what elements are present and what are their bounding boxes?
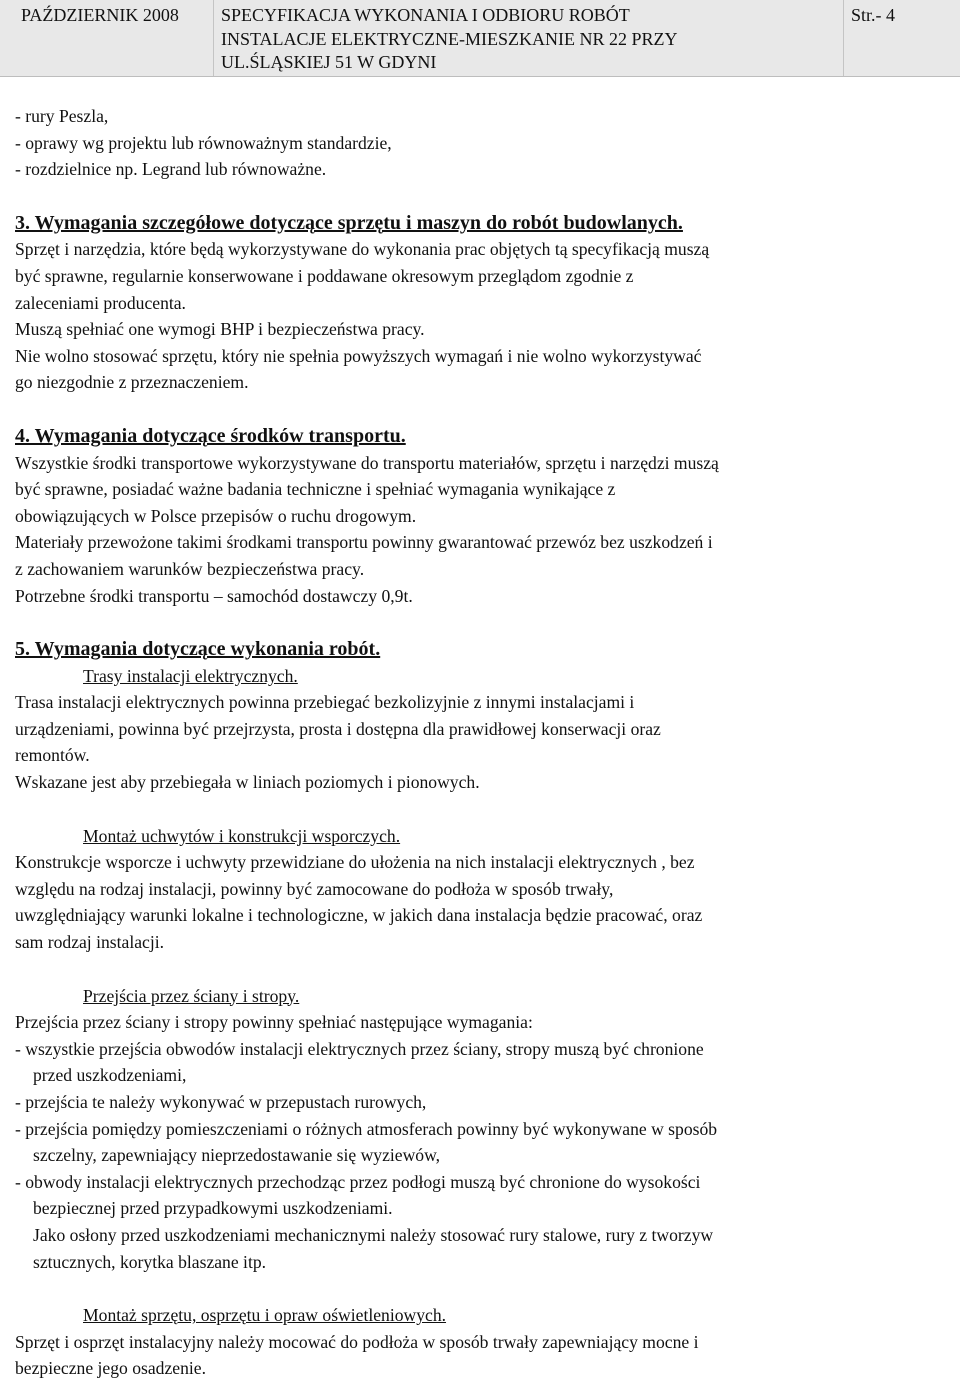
paragraph-line: Materiały przewożone takimi środkami transportu powinny gwarantować przewóz bez uszkodzeń i — [15, 532, 713, 553]
subsection-heading: Montaż uchwytów i konstrukcji wsporczych. — [83, 825, 401, 846]
header-title-line: SPECYFIKACJA WYKONANIA I ODBIORU ROBÓT — [221, 5, 630, 25]
header-date: PAŹDZIERNIK 2008 — [21, 5, 179, 25]
page-header — [0, 0, 960, 77]
list-item: - rozdzielnice np. Legrand lub równoważne. — [15, 159, 327, 180]
paragraph-line: Sprzęt i osprzęt instalacyjny należy mocować do podłoża w sposób trwały zapewniający mocne i — [15, 1331, 699, 1352]
paragraph-line: Przejścia przez ściany i stropy powinny spełniać następujące wymagania: — [15, 1012, 533, 1033]
list-item-continuation: przed uszkodzeniami, — [33, 1065, 187, 1086]
paragraph-line: Konstrukcje wsporcze i uchwyty przewidziane do ułożenia na nich instalacji elektrycznych , bez — [15, 852, 695, 873]
page-number: Str.- 4 — [851, 5, 896, 25]
section-5-heading: 5. Wymagania dotyczące wykonania robót. — [15, 638, 381, 661]
paragraph-line: urządzeniami, powinna być przejrzysta, prosta i dostępna dla prawidłowej konserwacji oraz — [15, 718, 661, 739]
header-title-line: UL.ŚLĄSKIEJ 51 W GDYNI — [221, 52, 437, 72]
paragraph-line: zaleceniami producenta. — [15, 292, 186, 313]
list-item: - obwody instalacji elektrycznych przechodząc przez podłogi muszą być chronione do wysokości — [15, 1171, 701, 1192]
list-item: - oprawy wg projektu lub równoważnym standardzie, — [15, 132, 392, 153]
paragraph-line: go niezgodnie z przeznaczeniem. — [15, 372, 249, 393]
paragraph-line: Wszystkie środki transportowe wykorzystywane do transportu materiałów, sprzętu i narzędzi muszą — [15, 452, 719, 473]
section-4-heading: 4. Wymagania dotyczące środków transportu. — [15, 424, 406, 447]
header-divider — [843, 0, 844, 76]
paragraph-line: Muszą spełniać one wymogi BHP i bezpieczeństwa pracy. — [15, 319, 425, 340]
paragraph-line: remontów. — [15, 745, 90, 766]
document-body — [15, 103, 945, 1382]
subsection-heading: Montaż sprzętu, osprzętu i opraw oświetleniowych. — [83, 1305, 447, 1326]
paragraph-line: Wskazane jest aby przebiegała w liniach poziomych i pionowych. — [15, 772, 480, 793]
paragraph-line: Sprzęt i narzędzia, które będą wykorzystywane do wykonania prac objętych tą specyfikacją muszą — [15, 239, 710, 260]
paragraph-line: Nie wolno stosować sprzętu, który nie spełnia powyższych wymagań i nie wolno wykorzystywać — [15, 345, 702, 366]
paragraph-line: sam rodzaj instalacji. — [15, 932, 165, 953]
header-title — [221, 4, 678, 75]
list-item-continuation: Jako osłony przed uszkodzeniami mechanicznymi należy stosować rury stalowe, rury z tworzyw — [33, 1224, 714, 1245]
list-item: - przejścia pomiędzy pomieszczeniami o różnych atmosferach powinny być wykonywane w sposób — [15, 1118, 718, 1139]
paragraph-line: uwzględniający warunki lokalne i technologiczne, w jakich dana instalacja będzie pracować, oraz — [15, 905, 703, 926]
header-divider — [213, 0, 214, 76]
list-item: - wszystkie przejścia obwodów instalacji elektrycznych przez ściany, stropy muszą być chronione — [15, 1038, 704, 1059]
section-3-heading: 3. Wymagania szczegółowe dotyczące sprzętu i maszyn do robót budowlanych. — [15, 211, 683, 234]
paragraph-line: Potrzebne środki transportu – samochód dostawczy 0,9t. — [15, 585, 413, 606]
list-item-continuation: sztucznych, korytka blaszane itp. — [33, 1251, 267, 1272]
subsection-heading: Przejścia przez ściany i stropy. — [83, 985, 300, 1006]
list-item-continuation: szczelny, zapewniający nieprzedostawanie się wyziewów, — [33, 1145, 441, 1166]
list-item: - przejścia te należy wykonywać w przepustach rurowych, — [15, 1092, 427, 1112]
paragraph-line: być sprawne, posiadać ważne badania techniczne i spełniać wymagania wynikające z — [15, 479, 616, 500]
paragraph-line: być sprawne, regularnie konserwowane i poddawane okresowym przeglądom zgodnie z — [15, 265, 634, 286]
paragraph-line: z zachowaniem warunków bezpieczeństwa pracy. — [15, 558, 365, 579]
paragraph-line: Trasa instalacji elektrycznych powinna przebiegać bezkolizyjnie z innymi instalacjami i — [15, 692, 635, 713]
header-title-line: INSTALACJE ELEKTRYCZNE-MIESZKANIE NR 22 PRZY — [221, 28, 678, 49]
list-item: - rury Peszla, — [15, 106, 109, 126]
subsection-heading: Trasy instalacji elektrycznych. — [83, 665, 298, 686]
list-item-continuation: bezpiecznej przed przypadkowymi uszkodzeniami. — [33, 1198, 393, 1219]
paragraph-line: względu na rodzaj instalacji, powinny być zamocowane do podłoża w sposób trwały, — [15, 878, 614, 899]
paragraph-line: obowiązujących w Polsce przepisów o ruchu drogowym. — [15, 505, 417, 526]
paragraph-line: bezpieczne jego osadzenie. — [15, 1358, 206, 1379]
